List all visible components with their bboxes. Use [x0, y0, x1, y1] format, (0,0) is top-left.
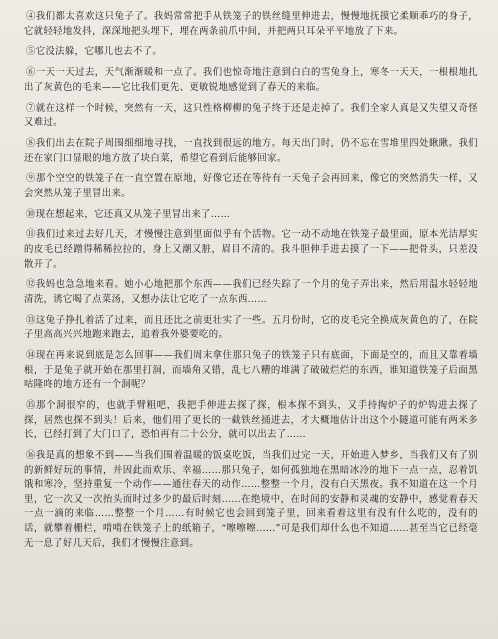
paragraph-9: ⑨那个空空的铁笼子在一直空置在原地，好像它还在等待有一天兔子会再回来，像它的突然消失一样，又会突然从笼子里冒出来。 [24, 173, 478, 199]
paragraph-16: ⑯我是真的想象不到——当我们围着温暖的饭桌吃饭，当我们过完一天，开始进入梦乡，当我们又有了别的新鲜好玩的事情，并因此而欢乐、幸福……那只兔子，如何孤独地在黑暗冰冷的地下一点一点，忍着饥饿和寒冷，坚持重复一个动作——通往春天的动作……整整一个月，没有白天黑夜。我不知道在这一个月里，它一次又一次抬头而时过多少的最后时刻……在绝境中，在时间的安静和灵魂的安静中，感觉着春天一点一滴的来临……整整一个月……有时候它也会回到笼子里，回来看着这里有没有什么吃的，没有的话，就攀着栅栏，啃啃在铁笼子上的纸箱子，“嚓嚓嚓……”可是我们却什么也不知道……甚至当它已经毫无一息了好几天后，我们才慢慢注意到。 [24, 450, 478, 549]
paragraph-15: ⑮那个洞很窄的，也就手臂粗吧，我把手伸进去探了探，根本探不到头，又手持掏炉子的炉钩进去探了探，居然也探不到头！后来，他们用了更长的一截铁丝捅进去，才大概地估计出这个小隧道可能有两米多长，已经打到了大门口了，恐怕再有二十公分，就可以出去了…… [24, 400, 478, 441]
paragraph-12: ⑫我妈也急急地来看。她小心地把那个东西——我们已经失踪了一个月的兔子弄出来，然后用温水轻轻地清洗，诱它喝了点菜汤，又想办法让它吃了一点东西…… [24, 279, 478, 305]
paragraph-5: ⑤它没法躲，它哪儿也去不了。 [26, 46, 163, 58]
paragraph-8: ⑧我们出去在院子周围细细地寻找，一直找到很远的地方。每天出门时，仍不忘在雪堆里四处瞅瞅。我们还在家门口显眼的地方放了块白菜，希望它看到后能够回家。 [24, 137, 478, 164]
paragraph-7: ⑦就在这样一个时候，突然有一天，这只性格柳柳的兔子终于还是走掉了。我们全家人真是又失望又奇怪又难过。 [24, 102, 478, 129]
paragraph-14: ⑭现在再来说到底是怎么回事——我们周末拿住那只兔子的铁笼子只有底面，下面是空的，而且又靠着墙根，于是兔子就开始在那里打洞，而墙角又错，乱七八糟的堆满了破破烂烂的东西，谁知道铁笼子后面黑咕隆咚的地方还有一个洞呢？ [24, 350, 478, 391]
paragraph-11: ⑪我们过来过去好几天，才慢慢注意到里面似乎有个活物。它一动不动地在铁笼子最里面，原本光洁厚实的皮毛已经蹭得稀稀拉拉的，身上又潮又脏，眉目不清的。我斗胆伸手进去摸了一下——把骨头，只差没散开了。 [24, 229, 478, 270]
paragraph-4: ④我们都太喜欢这只兔子了。我妈常常把手从铁笼子的铁丝缝里伸进去，慢慢地抚摸它柔顺乖巧的身子，它就轻轻地发抖，深深地把头埋下，埋在两条前爪中间，并把两只耳朵平平地放了下来。 [24, 11, 478, 37]
paragraph-13: ⑬这兔子挣扎着活了过来，而且还比之前更壮实了一些。五月份时，它的皮毛完全换成灰黄色的了，在院子里高高兴兴地跑来跑去，追着我外婆要吃的。 [24, 314, 478, 341]
paragraph-6: ⑥一天一天过去，天气渐渐暖和一点了。我们也惊奇地注意到白白的雪兔身上，寒冬一天天，一根根地扎出了灰黄色的毛来——它比我们更先、更敏锐地感觉到了春天的来临。 [24, 67, 478, 93]
paragraph-10: ⑩现在想起来，它还真又从笼子里冒出来了…… [26, 208, 231, 220]
